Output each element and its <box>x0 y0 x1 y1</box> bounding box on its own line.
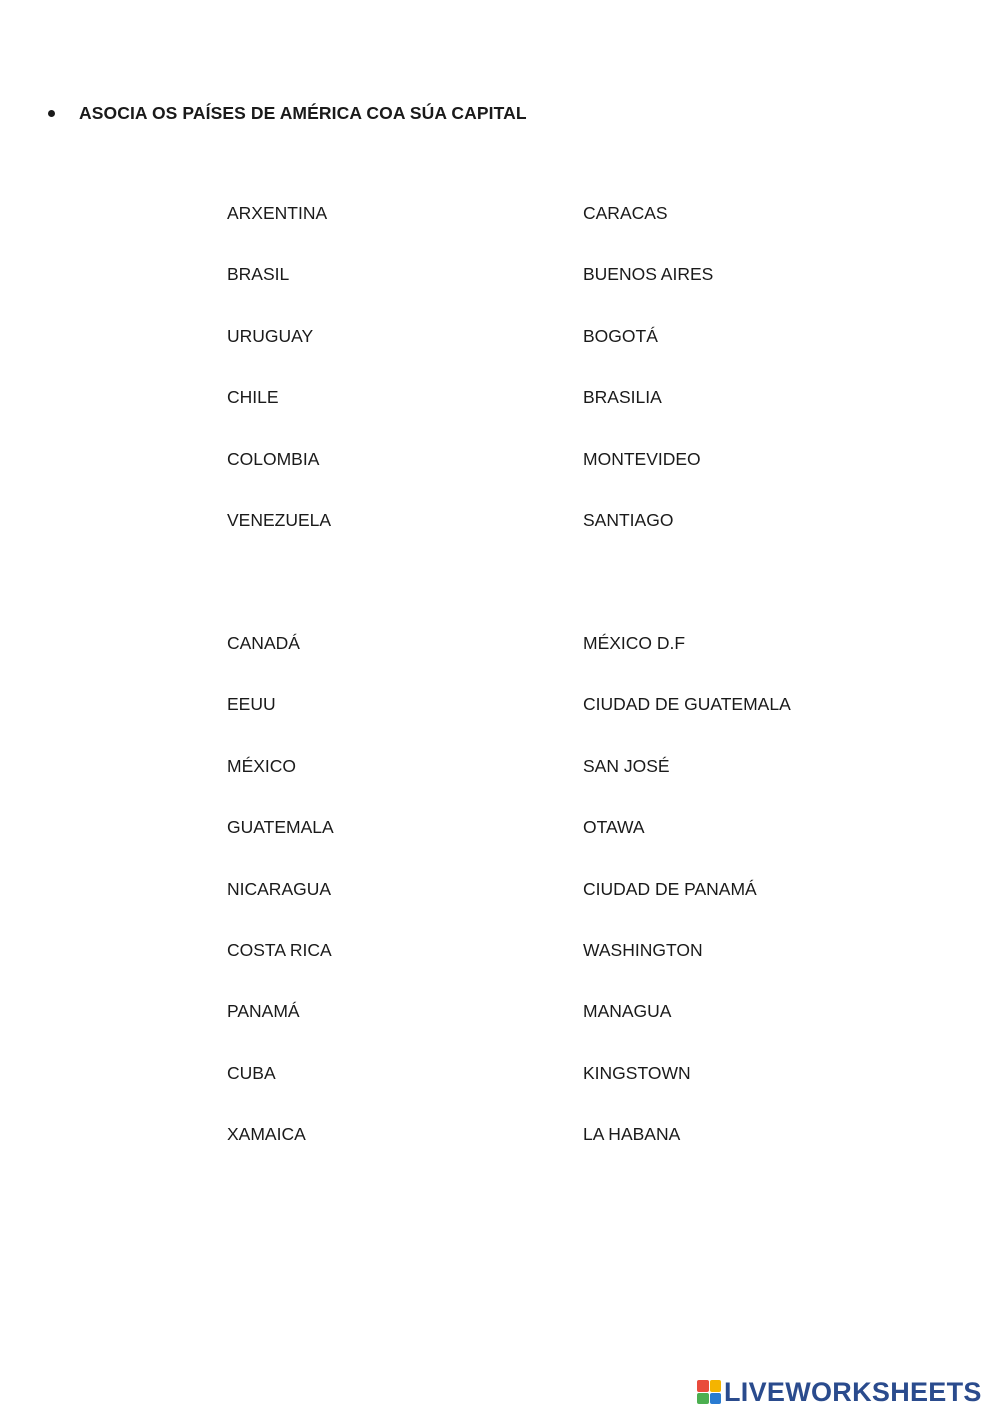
capital-label: OTAWA <box>583 817 645 838</box>
country-label: BRASIL <box>227 264 290 285</box>
country-label: GUATEMALA <box>227 817 334 838</box>
logo-square <box>697 1380 709 1392</box>
liveworksheets-brand <box>697 1375 982 1409</box>
country-label: NICARAGUA <box>227 878 332 899</box>
liveworksheets-logo-icon <box>697 1380 721 1404</box>
brand-text: LIVEWORKSHEETS <box>724 1376 982 1407</box>
capital-label: MÉXICO D.F <box>583 633 686 653</box>
country-label: VENEZUELA <box>227 509 332 530</box>
pair-row <box>0 203 1000 264</box>
pair-row <box>0 449 1000 510</box>
country-label: EEUU <box>227 694 276 715</box>
pair-row <box>0 1063 1000 1124</box>
instruction-text: ASOCIA OS PAÍSES DE AMÉRICA COA SÚA CAPITAL <box>79 103 527 123</box>
capital-label: SANTIAGO <box>583 509 674 530</box>
country-label: XAMAICA <box>227 1124 306 1145</box>
capital-label: MANAGUA <box>583 1001 672 1022</box>
country-label: CANADÁ <box>227 633 300 653</box>
pair-row <box>0 633 1000 694</box>
pair-row <box>0 264 1000 325</box>
bullet-icon <box>48 110 55 117</box>
capital-label: WASHINGTON <box>583 939 703 960</box>
country-label: CUBA <box>227 1062 276 1083</box>
pair-row <box>0 940 1000 1001</box>
north-central-america-list <box>0 633 1000 1186</box>
pair-row <box>0 387 1000 448</box>
pair-row <box>0 879 1000 940</box>
logo-square <box>697 1393 709 1405</box>
pair-row <box>0 694 1000 755</box>
capital-label: CARACAS <box>583 203 668 223</box>
pair-row <box>0 756 1000 817</box>
capital-label: CIUDAD DE GUATEMALA <box>583 694 791 715</box>
country-label: CHILE <box>227 387 279 408</box>
pair-row <box>0 326 1000 387</box>
country-label: URUGUAY <box>227 325 314 346</box>
capital-label: MONTEVIDEO <box>583 448 701 469</box>
capital-label: KINGSTOWN <box>583 1062 691 1083</box>
south-america-list <box>0 203 1000 571</box>
country-label: COSTA RICA <box>227 939 332 960</box>
capital-label: CIUDAD DE PANAMÁ <box>583 878 757 899</box>
capital-label: BUENOS AIRES <box>583 264 714 285</box>
pair-row <box>0 1001 1000 1062</box>
capital-label: SAN JOSÉ <box>583 755 670 776</box>
logo-square <box>710 1380 722 1392</box>
pair-row <box>0 1124 1000 1185</box>
country-label: PANAMÁ <box>227 1001 300 1022</box>
logo-square <box>710 1393 722 1405</box>
instruction <box>48 103 527 124</box>
capital-label: BRASILIA <box>583 387 662 408</box>
capital-label: BOGOTÁ <box>583 325 658 346</box>
country-label: COLOMBIA <box>227 448 320 469</box>
country-label: ARXENTINA <box>227 203 328 223</box>
pair-row <box>0 510 1000 571</box>
capital-label: LA HABANA <box>583 1124 681 1145</box>
pair-row <box>0 817 1000 878</box>
country-label: MÉXICO <box>227 755 297 776</box>
